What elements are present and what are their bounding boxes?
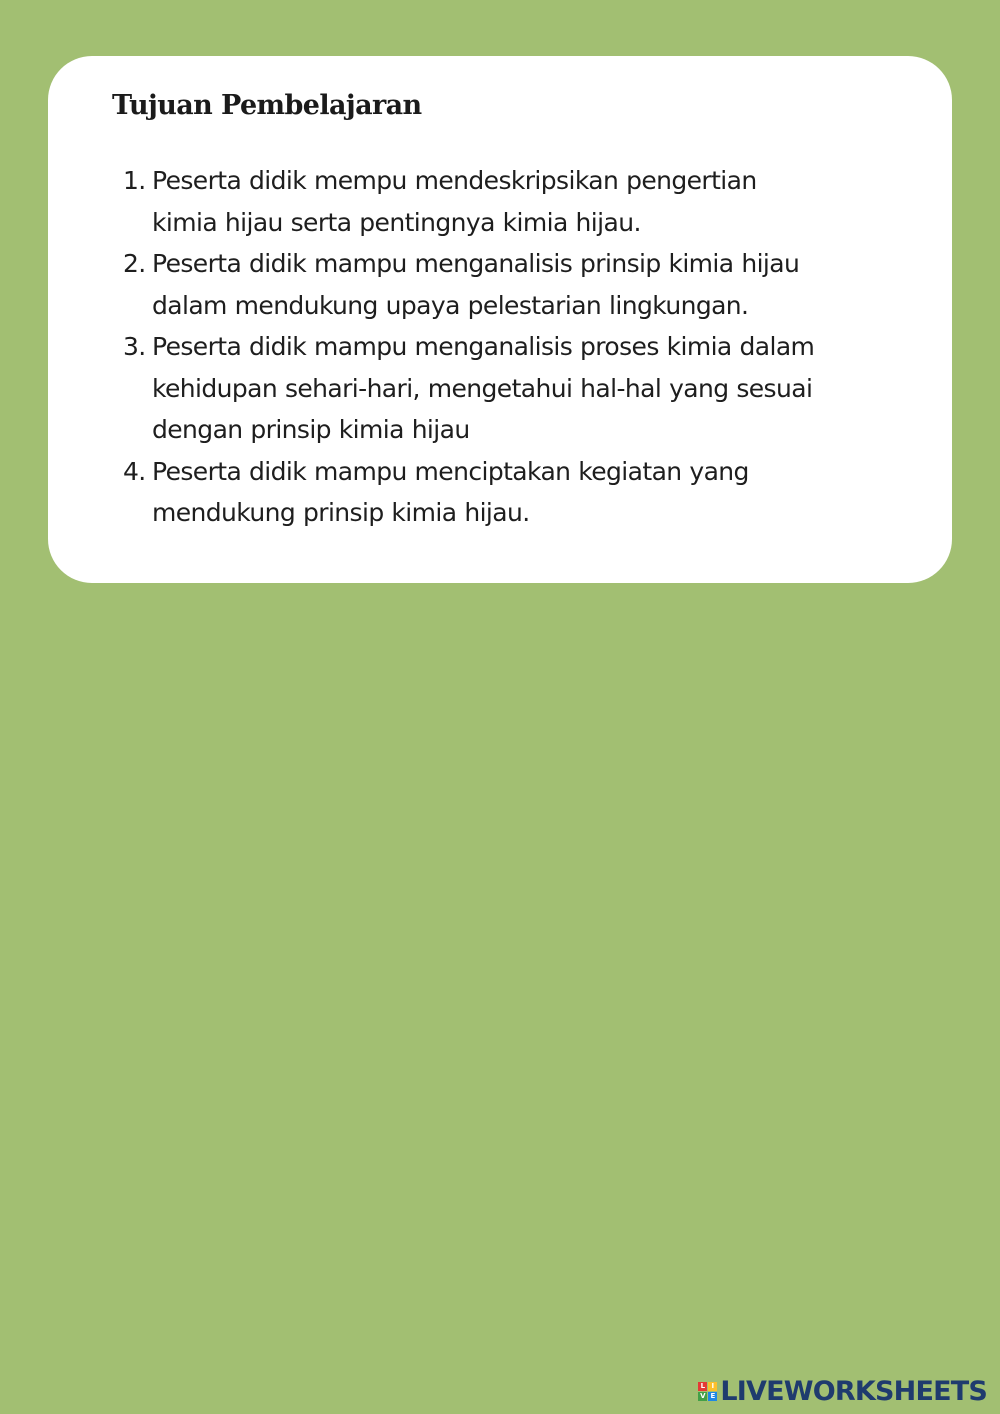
objective-item — [112, 451, 912, 534]
objective-item — [112, 160, 912, 243]
logo-letter-e: E — [708, 1392, 717, 1401]
objective-text-line: dengan prinsip kimia hijau — [152, 415, 470, 444]
objective-number: 4. — [123, 456, 146, 486]
objectives-list — [112, 160, 912, 534]
objective-item — [112, 326, 912, 451]
objective-text-line: kehidupan sehari-hari, mengetahui hal-hal yang sesuai — [152, 373, 813, 403]
logo-letter-i: I — [708, 1382, 717, 1391]
objective-text-line: mendukung prinsip kimia hijau. — [152, 498, 530, 527]
objective-text-line: Peserta didik mempu mendeskripsikan pengertian — [152, 166, 757, 195]
learning-objectives-card — [48, 56, 952, 583]
card-title: Tujuan Pembelajaran — [112, 90, 422, 121]
logo-letter-v: V — [700, 1391, 706, 1400]
objective-text-line: kimia hijau serta pentingnya kimia hijau. — [152, 207, 641, 237]
objective-text-line: Peserta didik mampu menganalisis proses kimia dalam — [152, 332, 815, 361]
objective-number: 2. — [123, 249, 146, 278]
objective-number: 3. — [123, 332, 146, 361]
liveworksheets-logo-icon — [698, 1382, 717, 1401]
liveworksheets-logo — [698, 1376, 987, 1406]
objective-text-line: Peserta didik mampu menciptakan kegiatan yang — [152, 456, 749, 486]
objective-item — [112, 243, 912, 326]
logo-letter-l: L — [698, 1382, 707, 1391]
objective-text-line: Peserta didik mampu menganalisis prinsip kimia hijau — [152, 249, 800, 278]
objective-number: 1. — [123, 166, 146, 195]
objective-text-line: dalam mendukung upaya pelestarian lingkungan. — [152, 290, 749, 320]
liveworksheets-logo-text: LIVEWORKSHEETS — [720, 1375, 987, 1407]
